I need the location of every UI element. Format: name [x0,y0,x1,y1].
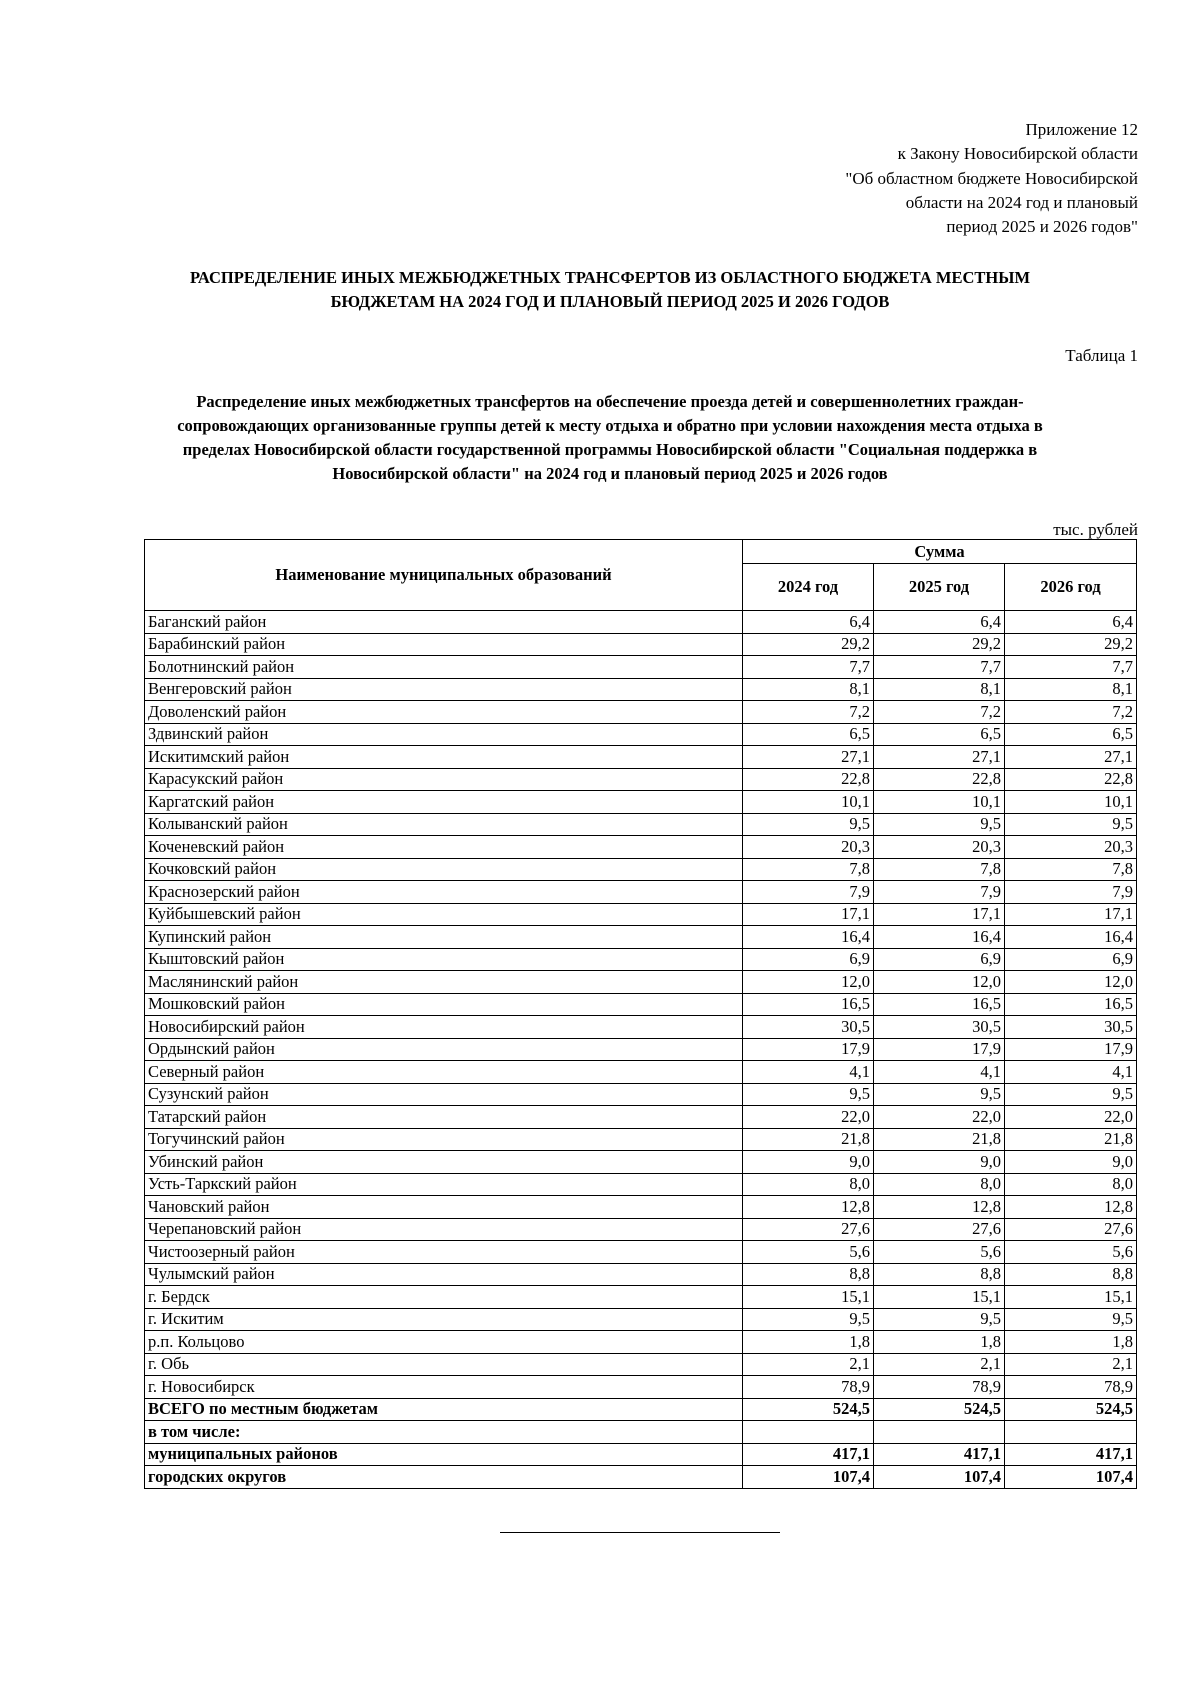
row-value-2025: 78,9 [874,1376,1005,1399]
row-value-2026: 17,9 [1005,1038,1137,1061]
row-name-cell: ВСЕГО по местным бюджетам [145,1398,743,1421]
row-value-2025: 2,1 [874,1353,1005,1376]
row-name-cell: г. Обь [145,1353,743,1376]
table-row [145,1241,1137,1264]
row-value-2025: 17,9 [874,1038,1005,1061]
row-name-cell: Каргатский район [145,791,743,814]
row-value-2025: 12,0 [874,971,1005,994]
row-name-cell: Чистоозерный район [145,1241,743,1264]
row-value-2024 [743,1421,874,1444]
row-value-2026: 17,1 [1005,903,1137,926]
subtitle-line: сопровождающих организованные группы детей к месту отдыха и обратно при условии нахождения места отдыха в [177,416,1043,435]
row-value-2024: 30,5 [743,1016,874,1039]
row-value-2025: 12,8 [874,1196,1005,1219]
row-value-2026: 6,4 [1005,611,1137,634]
row-value-2025: 22,8 [874,768,1005,791]
total-row [145,1421,1137,1444]
row-name-cell: городских округов [145,1466,743,1489]
row-value-2026: 27,1 [1005,746,1137,769]
row-value-2026: 22,8 [1005,768,1137,791]
subtitle-line: Распределение иных межбюджетных трансфертов на обеспечение проезда детей и совершеннолетних граждан- [196,392,1024,411]
row-value-2024: 15,1 [743,1286,874,1309]
row-value-2024: 7,7 [743,656,874,679]
row-value-2025: 6,4 [874,611,1005,634]
row-name-cell: Новосибирский район [145,1016,743,1039]
row-value-2024: 9,5 [743,813,874,836]
table-row [145,1353,1137,1376]
row-value-2025: 7,9 [874,881,1005,904]
table-row [145,836,1137,859]
table-row [145,611,1137,634]
row-name-cell: Куйбышевский район [145,903,743,926]
row-value-2025: 17,1 [874,903,1005,926]
row-value-2024: 16,4 [743,926,874,949]
row-value-2024: 5,6 [743,1241,874,1264]
row-name-cell: муниципальных районов [145,1443,743,1466]
row-value-2025: 21,8 [874,1128,1005,1151]
row-value-2024: 9,0 [743,1151,874,1174]
row-value-2026: 7,2 [1005,701,1137,724]
table-row [145,1061,1137,1084]
row-name-cell: Венгеровский район [145,678,743,701]
row-value-2024: 1,8 [743,1331,874,1354]
row-name-cell: Мошковский район [145,993,743,1016]
row-value-2026: 20,3 [1005,836,1137,859]
row-name-cell: г. Искитим [145,1308,743,1331]
row-value-2026: 12,8 [1005,1196,1137,1219]
row-value-2025: 20,3 [874,836,1005,859]
row-value-2024: 16,5 [743,993,874,1016]
table-row [145,1083,1137,1106]
row-name-cell: Карасукский район [145,768,743,791]
row-value-2024: 27,1 [743,746,874,769]
header-year-2024: 2024 год [743,564,874,611]
row-value-2025: 8,8 [874,1263,1005,1286]
row-value-2026: 15,1 [1005,1286,1137,1309]
row-value-2026: 9,5 [1005,1308,1137,1331]
table-row [145,858,1137,881]
row-name-cell: Кочковский район [145,858,743,881]
table-body [145,611,1137,1489]
row-value-2025: 7,8 [874,858,1005,881]
row-value-2026: 12,0 [1005,971,1137,994]
row-value-2025: 417,1 [874,1443,1005,1466]
table-row [145,1263,1137,1286]
row-name-cell: Чулымский район [145,1263,743,1286]
row-name-cell: г. Новосибирск [145,1376,743,1399]
row-value-2024: 22,8 [743,768,874,791]
row-value-2025: 8,1 [874,678,1005,701]
row-value-2024: 107,4 [743,1466,874,1489]
table-row [145,656,1137,679]
row-value-2025: 16,5 [874,993,1005,1016]
table-number: Таблица 1 [1065,346,1138,365]
total-row [145,1466,1137,1489]
row-value-2026: 27,6 [1005,1218,1137,1241]
table-row [145,701,1137,724]
row-value-2025: 30,5 [874,1016,1005,1039]
row-value-2024: 12,0 [743,971,874,994]
row-value-2025 [874,1421,1005,1444]
row-value-2024: 417,1 [743,1443,874,1466]
row-value-2025: 1,8 [874,1331,1005,1354]
table-row [145,791,1137,814]
table-row [145,971,1137,994]
row-value-2026: 8,1 [1005,678,1137,701]
row-name-cell: Черепановский район [145,1218,743,1241]
row-value-2024: 8,0 [743,1173,874,1196]
row-name-cell: Баганский район [145,611,743,634]
subtitle-line: пределах Новосибирской области государственной программы Новосибирской области "Социальная поддержка в [182,440,1038,459]
table-row [145,1218,1137,1241]
table-row [145,746,1137,769]
row-value-2024: 9,5 [743,1083,874,1106]
row-value-2025: 27,1 [874,746,1005,769]
table-row [145,813,1137,836]
row-value-2024: 6,9 [743,948,874,971]
table-row [145,633,1137,656]
appendix-line: "Об областном бюджете Новосибирской [845,168,1138,188]
table-subtitle [145,390,1075,486]
row-value-2024: 27,6 [743,1218,874,1241]
row-value-2026: 6,5 [1005,723,1137,746]
row-value-2025: 7,7 [874,656,1005,679]
row-value-2024: 22,0 [743,1106,874,1129]
table-row [145,1308,1137,1331]
row-value-2024: 29,2 [743,633,874,656]
row-name-cell: Сузунский район [145,1083,743,1106]
row-value-2024: 7,8 [743,858,874,881]
row-value-2025: 29,2 [874,633,1005,656]
row-value-2026: 22,0 [1005,1106,1137,1129]
row-value-2026: 107,4 [1005,1466,1137,1489]
table-row [145,1331,1137,1354]
row-value-2025: 9,5 [874,813,1005,836]
row-value-2025: 107,4 [874,1466,1005,1489]
table-row [145,1376,1137,1399]
row-name-cell: Коченевский район [145,836,743,859]
row-value-2026: 2,1 [1005,1353,1137,1376]
row-name-cell: Убинский район [145,1151,743,1174]
header-municipality: Наименование муниципальных образований [145,540,743,611]
row-value-2026: 9,5 [1005,813,1137,836]
row-name-cell: Северный район [145,1061,743,1084]
main-title-line: РАСПРЕДЕЛЕНИЕ ИНЫХ МЕЖБЮДЖЕТНЫХ ТРАНСФЕРТОВ ИЗ ОБЛАСТНОГО БЮДЖЕТА МЕСТНЫМ [189,268,1031,287]
row-value-2024: 17,1 [743,903,874,926]
row-value-2026: 10,1 [1005,791,1137,814]
row-value-2025: 4,1 [874,1061,1005,1084]
total-row [145,1398,1137,1421]
table-row [145,926,1137,949]
row-value-2025: 10,1 [874,791,1005,814]
row-value-2024: 8,8 [743,1263,874,1286]
appendix-line: области на 2024 год и плановый [905,192,1138,212]
row-value-2026: 29,2 [1005,633,1137,656]
subtitle-line: Новосибирской области" на 2024 год и плановый период 2025 и 2026 годов [332,464,888,483]
row-value-2026: 7,9 [1005,881,1137,904]
row-name-cell: в том числе: [145,1421,743,1444]
row-value-2025: 9,0 [874,1151,1005,1174]
table-row [145,1128,1137,1151]
table-row [145,1173,1137,1196]
row-value-2025: 22,0 [874,1106,1005,1129]
end-divider [500,1532,780,1533]
table-row [145,768,1137,791]
row-name-cell: Краснозерский район [145,881,743,904]
row-value-2026: 30,5 [1005,1016,1137,1039]
row-value-2025: 9,5 [874,1083,1005,1106]
table-row [145,993,1137,1016]
total-row [145,1443,1137,1466]
row-value-2026: 1,8 [1005,1331,1137,1354]
table-row [145,1038,1137,1061]
row-value-2024: 10,1 [743,791,874,814]
row-value-2024: 9,5 [743,1308,874,1331]
transfers-table [144,539,1137,1489]
row-name-cell: г. Бердск [145,1286,743,1309]
row-value-2024: 2,1 [743,1353,874,1376]
row-value-2024: 7,9 [743,881,874,904]
main-title [150,266,1070,314]
main-title-line: БЮДЖЕТАМ НА 2024 ГОД И ПЛАНОВЫЙ ПЕРИОД 2025 И 2026 ГОДОВ [330,292,890,311]
row-value-2025: 8,0 [874,1173,1005,1196]
row-value-2024: 20,3 [743,836,874,859]
units-label: тыс. рублей [1053,520,1138,539]
table-row [145,1106,1137,1129]
appendix-line: период 2025 и 2026 годов" [946,217,1138,237]
row-value-2026: 8,0 [1005,1173,1137,1196]
row-name-cell: Купинский район [145,926,743,949]
row-value-2026: 8,8 [1005,1263,1137,1286]
row-value-2024: 6,4 [743,611,874,634]
row-name-cell: Татарский район [145,1106,743,1129]
row-value-2024: 12,8 [743,1196,874,1219]
row-value-2026: 4,1 [1005,1061,1137,1084]
row-name-cell: Здвинский район [145,723,743,746]
appendix-line: к Закону Новосибирской области [897,144,1138,164]
row-value-2026: 6,9 [1005,948,1137,971]
row-value-2026: 16,4 [1005,926,1137,949]
header-sum: Сумма [743,540,1137,564]
row-value-2026 [1005,1421,1137,1444]
row-value-2024: 17,9 [743,1038,874,1061]
row-value-2025: 7,2 [874,701,1005,724]
row-value-2025: 15,1 [874,1286,1005,1309]
row-name-cell: р.п. Кольцово [145,1331,743,1354]
row-name-cell: Чановский район [145,1196,743,1219]
row-value-2025: 9,5 [874,1308,1005,1331]
header-year-2026: 2026 год [1005,564,1137,611]
appendix-note [678,118,1138,239]
row-value-2024: 7,2 [743,701,874,724]
table-row [145,1151,1137,1174]
row-value-2026: 78,9 [1005,1376,1137,1399]
table-row [145,903,1137,926]
row-name-cell: Болотнинский район [145,656,743,679]
row-value-2024: 4,1 [743,1061,874,1084]
table-row [145,1196,1137,1219]
appendix-line: Приложение 12 [1025,120,1138,139]
row-value-2024: 78,9 [743,1376,874,1399]
row-value-2025: 27,6 [874,1218,1005,1241]
row-name-cell: Колыванский район [145,813,743,836]
table-row [145,1016,1137,1039]
row-value-2026: 9,5 [1005,1083,1137,1106]
row-name-cell: Искитимский район [145,746,743,769]
row-value-2026: 9,0 [1005,1151,1137,1174]
row-name-cell: Ордынский район [145,1038,743,1061]
row-name-cell: Маслянинский район [145,971,743,994]
row-value-2025: 16,4 [874,926,1005,949]
header-year-2025: 2025 год [874,564,1005,611]
row-name-cell: Тогучинский район [145,1128,743,1151]
row-value-2024: 21,8 [743,1128,874,1151]
row-value-2025: 524,5 [874,1398,1005,1421]
row-value-2025: 6,9 [874,948,1005,971]
row-name-cell: Доволенский район [145,701,743,724]
row-value-2024: 8,1 [743,678,874,701]
row-name-cell: Усть-Таркский район [145,1173,743,1196]
table-row [145,678,1137,701]
row-value-2026: 7,7 [1005,656,1137,679]
row-value-2026: 417,1 [1005,1443,1137,1466]
row-value-2025: 6,5 [874,723,1005,746]
row-value-2024: 6,5 [743,723,874,746]
row-value-2025: 5,6 [874,1241,1005,1264]
row-value-2026: 16,5 [1005,993,1137,1016]
row-value-2026: 5,6 [1005,1241,1137,1264]
table-row [145,1286,1137,1309]
table-row [145,723,1137,746]
table-row [145,948,1137,971]
table-row [145,881,1137,904]
row-name-cell: Кыштовский район [145,948,743,971]
row-value-2024: 524,5 [743,1398,874,1421]
row-value-2026: 7,8 [1005,858,1137,881]
row-value-2026: 524,5 [1005,1398,1137,1421]
row-name-cell: Барабинский район [145,633,743,656]
row-value-2026: 21,8 [1005,1128,1137,1151]
